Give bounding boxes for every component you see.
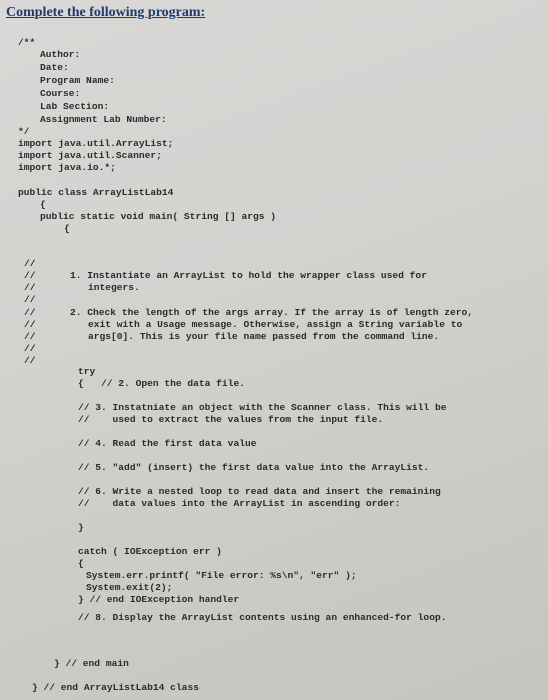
code-line: Assignment Lab Number: — [40, 114, 167, 125]
code-line: public static void main( String [] args ) — [40, 211, 277, 222]
code-line: // 5. "add" (insert) the first data value into the ArrayList. — [78, 462, 430, 473]
code-line: // data values into the ArrayList in ascending order: — [78, 498, 401, 509]
code-line: { — [64, 223, 70, 234]
code-line: public class ArrayListLab14 — [18, 187, 174, 198]
code-line: // 6. Write a nested loop to read data and insert the remaining — [78, 486, 441, 497]
code-line: System.err.printf( "File error: %s\n", "err" ); — [86, 570, 357, 581]
code-line: /** — [18, 37, 36, 48]
code-line: catch ( IOException err ) — [78, 546, 222, 557]
code-line: // — [24, 331, 36, 342]
code-line: // 4. Read the first data value — [78, 438, 257, 449]
page-title: Complete the following program: — [6, 5, 206, 20]
code-line: Author: — [40, 49, 81, 60]
code-line: } — [78, 522, 84, 533]
code-line: // used to extract the values from the input file. — [78, 414, 384, 425]
code-line: import java.util.Scanner; — [18, 150, 162, 161]
code-line: try — [78, 366, 96, 377]
code-line: // — [24, 343, 36, 354]
code-line: // — [24, 270, 36, 281]
code-line: import java.io.*; — [18, 162, 116, 173]
code-line: Course: — [40, 88, 81, 99]
code-line: // — [24, 294, 36, 305]
code-line: // — [24, 258, 36, 269]
code-line: System.exit(2); — [86, 582, 173, 593]
code-line: */ — [18, 126, 30, 137]
code-line: } // end main — [54, 658, 129, 669]
code-line: { — [78, 558, 84, 569]
code-line: integers. — [88, 282, 140, 293]
code-line: // 3. Instatniate an object with the Scanner class. This will be — [78, 402, 447, 413]
code-line: { // 2. Open the data file. — [78, 378, 245, 389]
code-line: { — [40, 199, 46, 210]
code-line: 2. Check the length of the args array. If the array is of length zero, — [70, 307, 474, 318]
code-line: } // end ArrayListLab14 class — [32, 682, 199, 693]
code-line: // — [24, 307, 36, 318]
code-line: Date: — [40, 62, 69, 73]
code-line: Program Name: — [40, 75, 115, 86]
code-line: import java.util.ArrayList; — [18, 138, 174, 149]
code-line: Lab Section: — [40, 101, 110, 112]
code-line: 1. Instantiate an ArrayList to hold the wrapper class used for — [70, 270, 427, 281]
code-line: args[0]. This is your file name passed from the command line. — [88, 331, 440, 342]
code-line: exit with a Usage message. Otherwise, assign a String variable to — [88, 319, 463, 330]
code-line: // 8. Display the ArrayList contents using an enhanced-for loop. — [78, 612, 447, 623]
code-line: // — [24, 282, 36, 293]
code-line: // — [24, 355, 36, 366]
code-line: // — [24, 319, 36, 330]
code-line: } // end IOException handler — [78, 594, 240, 605]
